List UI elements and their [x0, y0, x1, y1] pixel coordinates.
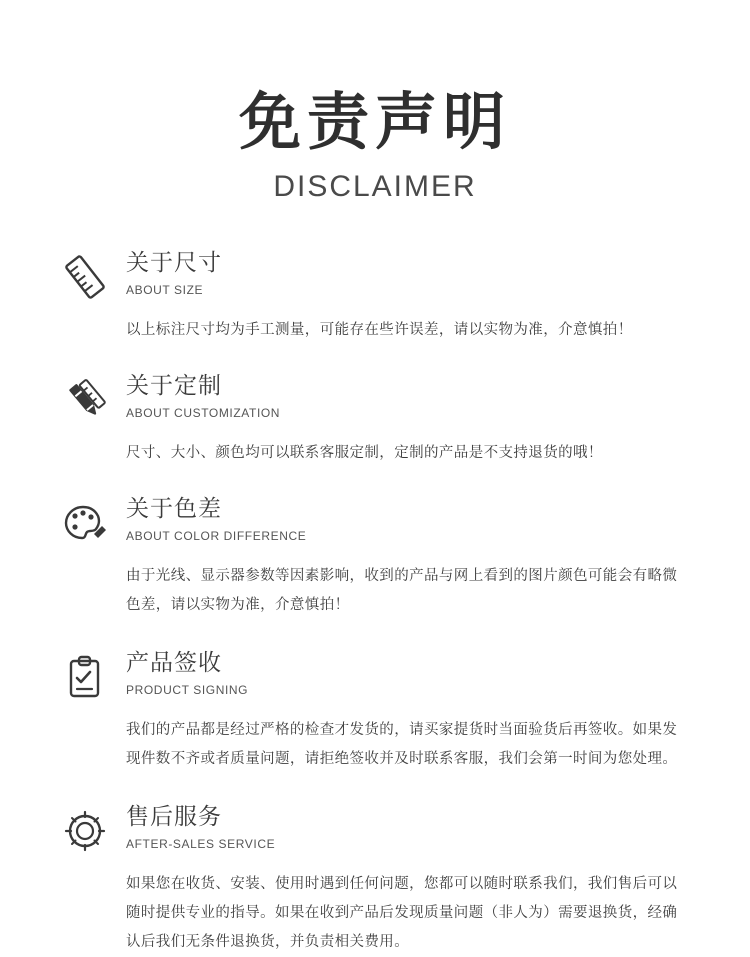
section-body: 以上标注尺寸均为手工测量，可能存在些许误差，请以实物为准，介意慎拍！: [126, 322, 633, 339]
page-header: [0, 0, 750, 204]
section-body: 我们的产品都是经过严格的检查才发货的，请买家提货时当面验货后再签收。如果发现件数不齐或者质量问题，请拒绝签收并及时联系客服，我们会第一时间为您处理。: [126, 722, 678, 768]
section-title-en: AFTER-SALES SERVICE: [126, 836, 276, 851]
section-title-en: PRODUCT SIGNING: [126, 682, 249, 697]
section-header: [58, 802, 690, 858]
section-about-size: [58, 248, 690, 345]
section-title-cn: 产品签收: [126, 650, 222, 677]
section-body: 如果您在收货、安装、使用时遇到任何问题，您都可以随时联系我们，我们售后可以随时提供专业的指导。如果在收到产品后发现质量问题（非人为）需要退换货，经确认后我们无条件退换货，并负责相关费用。: [126, 876, 678, 951]
section-header: [58, 371, 690, 427]
section-body: 由于光线、显示器参数等因素影响，收到的产品与网上看到的图片颜色可能会有略微色差，请以实物为准，介意慎拍！: [126, 568, 678, 614]
disclaimer-sections: [0, 248, 750, 957]
section-title-en: ABOUT SIZE: [126, 282, 204, 297]
page-subtitle: DISCLAIMER: [273, 170, 477, 204]
section-heading-text: [126, 802, 275, 851]
section-title-cn: 关于色差: [126, 496, 222, 523]
headset-support-icon: [58, 804, 112, 858]
section-title-cn: 关于定制: [126, 373, 222, 400]
section-title-cn: 售后服务: [126, 804, 222, 831]
section-header: [58, 248, 690, 304]
section-title-en: ABOUT CUSTOMIZATION: [126, 405, 281, 420]
clipboard-icon: [58, 650, 112, 704]
section-about-customization: [58, 371, 690, 468]
section-header: [58, 648, 690, 704]
section-title-en: ABOUT COLOR DIFFERENCE: [126, 528, 307, 543]
section-heading-text: [126, 648, 248, 697]
pencil-ruler-icon: [58, 373, 112, 427]
section-heading-text: [126, 494, 306, 543]
section-header: [58, 494, 690, 550]
section-heading-text: [126, 248, 222, 297]
page-title: 免责声明: [238, 85, 511, 158]
palette-icon: [58, 496, 112, 550]
ruler-icon: [58, 250, 112, 304]
section-title-cn: 关于尺寸: [126, 250, 222, 277]
section-product-signing: [58, 648, 690, 774]
section-body: 尺寸、大小、颜色均可以联系客服定制，定制的产品是不支持退货的哦！: [126, 445, 603, 462]
section-after-sales-service: [58, 802, 690, 957]
section-about-color-difference: [58, 494, 690, 620]
section-heading-text: [126, 371, 280, 420]
